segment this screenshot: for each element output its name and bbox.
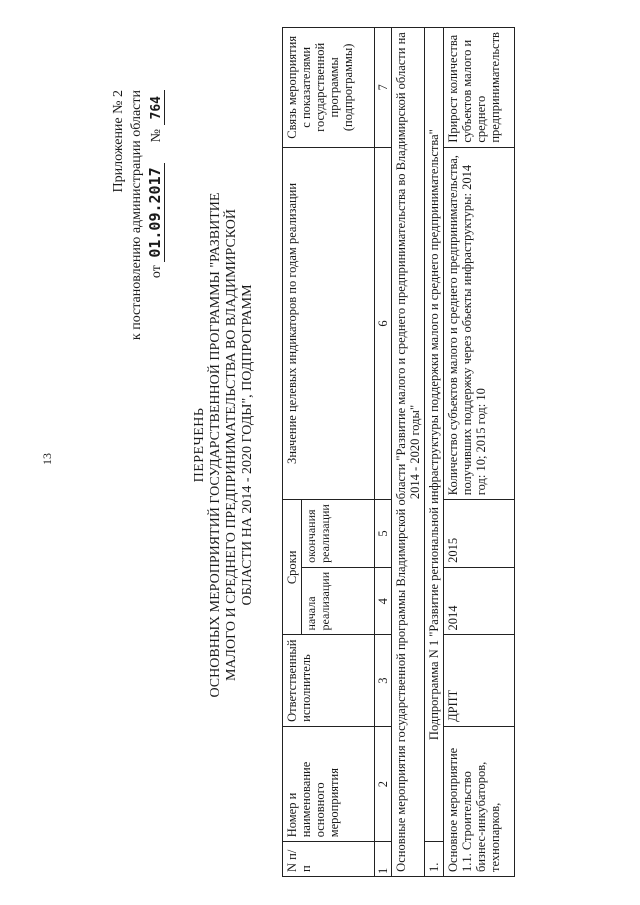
- table-header-row: [283, 28, 302, 877]
- program-title: Основные мероприятия государственной программы Владимирской области "Развитие малого и среднего предпринимательства во Владимирской области на 2014 - 2020 годы": [392, 28, 425, 877]
- col-number: 4: [375, 567, 392, 635]
- program-row: [392, 28, 425, 877]
- appendix-title: Приложение № 2: [111, 90, 126, 193]
- col-number: 2: [375, 726, 392, 841]
- row-indicators: Количество субъектов малого и среднего предпринимательства, получивших поддержку через объекты инфраструктуры: 2014 год: 10; 2015 год: 10: [444, 147, 515, 500]
- col-number: 1: [375, 842, 392, 877]
- header-responsible: Ответственный исполнитель: [283, 635, 375, 726]
- number-label: №: [149, 128, 164, 143]
- column-number-row: [375, 28, 392, 877]
- subprogram-row: [425, 28, 444, 877]
- col-number: 6: [375, 147, 392, 500]
- header-terms: Сроки: [283, 500, 302, 635]
- col-number: 5: [375, 500, 392, 568]
- row-link: Прирост количества субъектов малого и среднего предпринимательств: [444, 28, 515, 148]
- header-name: Номер и наименование основного мероприятия: [283, 726, 375, 841]
- appendix-date-number: [146, 90, 166, 390]
- resolution-date: 01.09.2017: [146, 163, 165, 261]
- col-number: 7: [375, 28, 392, 148]
- subprogram-title: Подпрограмма N 1 "Развитие региональной инфраструктуры поддержки малого и среднего предпринимательства": [425, 28, 444, 842]
- header-start: начала реализации: [302, 567, 375, 635]
- title-line-3: МАЛОГО И СРЕДНЕГО ПРЕДПРИНИМАТЕЛЬСТВА ВО ВЛАДИМИРСКОЙ: [224, 208, 239, 682]
- header-link: Связь мероприятия с показателями государственной программы (подпрограммы): [283, 28, 375, 148]
- title-line-1: ПЕРЕЧЕНЬ: [192, 407, 207, 483]
- page-number: 13: [40, 453, 54, 465]
- col-number: 3: [375, 635, 392, 726]
- row-name: Основное мероприятие 1.1. Строительство бизнес-инкубаторов, технопарков,: [444, 726, 515, 876]
- appendix-block: [110, 90, 166, 390]
- row-end: 2015: [444, 500, 515, 568]
- resolution-number: 764: [149, 90, 165, 125]
- title-line-2: ОСНОВНЫХ МЕРОПРИЯТИЙ ГОСУДАРСТВЕННОЙ ПРОГРАММЫ "РАЗВИТИЕ: [208, 192, 223, 698]
- header-num: N п/п: [283, 842, 375, 877]
- header-indicators: Значение целевых индикаторов по годам реализации: [283, 147, 375, 500]
- measures-table: [282, 27, 515, 877]
- title-line-4: ОБЛАСТИ НА 2014 - 2020 ГОДЫ", ПОДПРОГРАММ: [240, 284, 255, 606]
- from-label: от: [149, 265, 164, 279]
- header-end: окончания реализации: [302, 500, 375, 568]
- document-title: [192, 135, 256, 755]
- appendix-resolution: к постановлению администрации области: [129, 90, 144, 341]
- table-row: [444, 28, 515, 877]
- row-responsible: ДРПТ: [444, 635, 515, 726]
- subprogram-num: 1.: [425, 842, 444, 877]
- row-start: 2014: [444, 567, 515, 635]
